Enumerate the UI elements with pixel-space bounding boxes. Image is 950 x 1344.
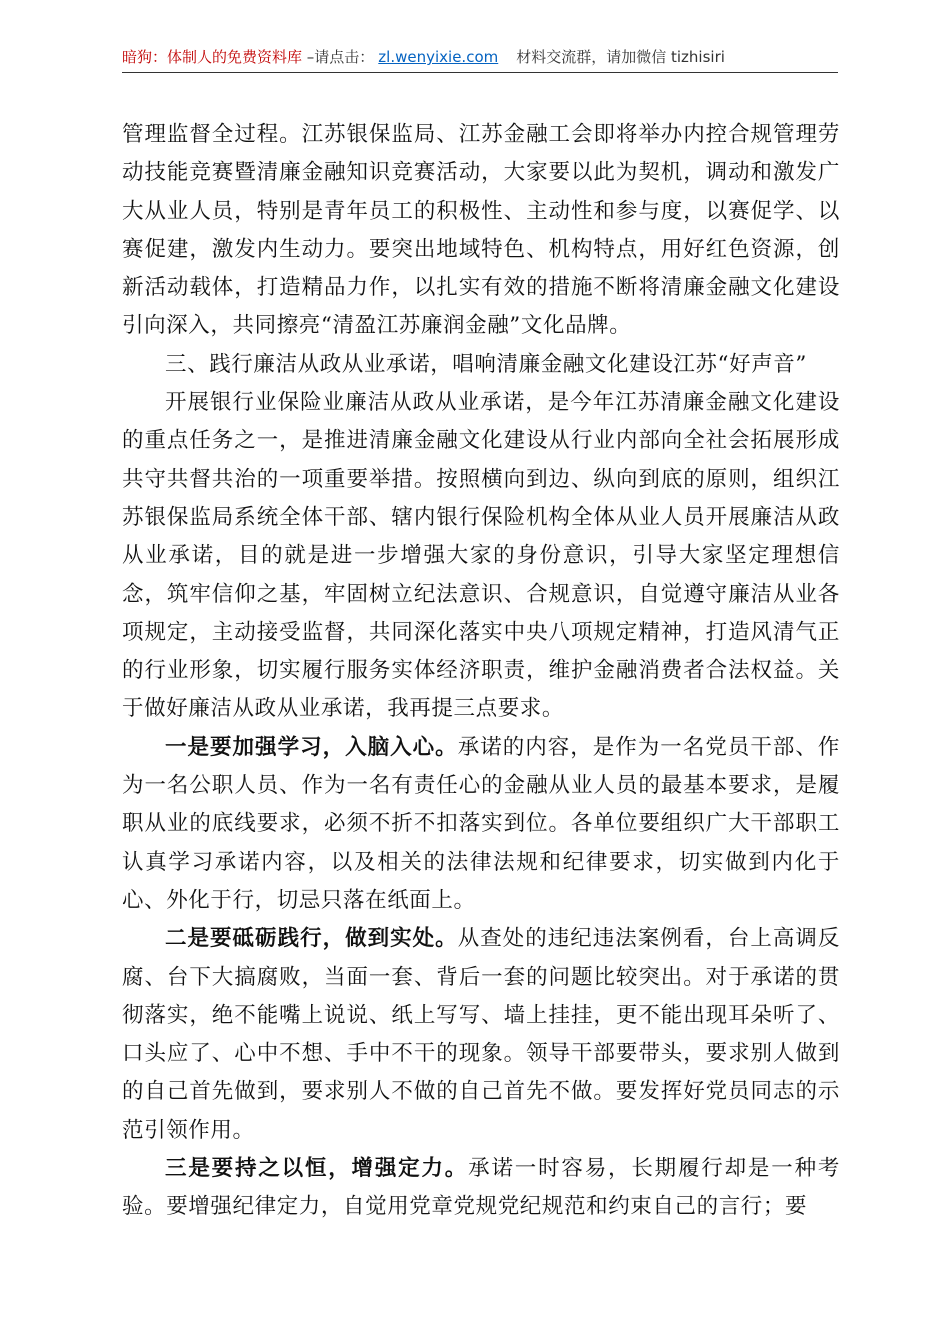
paragraph-1: 管理监督全过程。江苏银保监局、江苏金融工会即将举办内控合规管理劳动技能竞赛暨清廉金融知识竞赛活动，大家要以此为契机，调动和激发广大从业人员，特别是青年员工的积极性、主动性和参与度，以赛促学、以赛促建，激发内生动力。要突出地域特色、机构特点，用好红色资源，创新活动载体，打造精品力作，以扎实有效的措施不断将清廉金融文化建设引向深入，共同擦亮“清盈江苏廉润金融”文化品牌。 <box>122 122 840 339</box>
paragraph-4-text: 从查处的违纪违法案例看，台上高调反腐、台下大搞腐败，当面一套、背后一套的问题比较突出。对于承诺的贯彻落实，绝不能嘴上说说、纸上写写、墙上挂挂，更不能出现耳朵听了、口头应了、心中不想、手中不干的现象。领导干部要带头，要求别人做到的自己首先做到，要求别人不做的自己首先不做。要发挥好党员同志的示范引领作用。 <box>122 926 841 1143</box>
paragraph-3-lead: 一是要加强学习，入脑入心。 <box>165 734 458 760</box>
paragraph-4 <box>122 920 840 1150</box>
paragraph-4-lead: 二是要砥砺践行，做到实处。 <box>165 926 458 952</box>
header-prompt: –请点击： <box>302 48 375 66</box>
paragraph-5-text: 承诺一时容易，长期履行却是一种考验。要增强纪律定力，自觉用党章党规党纪规范和约束自己的言行；要 <box>122 1156 840 1220</box>
paragraph-2: 开展银行业保险业廉洁从政从业承诺，是今年江苏清廉金融文化建设的重点任务之一，是推进清廉金融文化建设从行业内部向全社会拓展形成共守共督共治的一项重要举措。按照横向到边、纵向到底的原则，组织江苏银保监局系统全体干部、辖内银行保险机构全体从业人员开展廉洁从政从业承诺，目的就是进一步增强大家的身份意识，引导大家坚定理想信念，筑牢信仰之基，牢固树立纪法意识、合规意识，自觉遵守廉洁从业各项规定，主动接受监督，共同深化落实中央八项规定精神，打造风清气正的行业形象，切实履行服务实体经济职责，维护金融消费者合法权益。关于做好廉洁从政从业承诺，我再提三点要求。 <box>122 390 840 722</box>
header-link[interactable]: zl.wenyixie.com <box>378 48 499 66</box>
section-heading-3: 三、践行廉洁从政从业承诺，唱响清廉金融文化建设江苏“好声音” <box>165 351 807 377</box>
paragraph-3-text: 承诺的内容，是作为一名党员干部、作为一名公职人员、作为一名有责任心的金融从业人员的最基本要求，是履职从业的底线要求，必须不折不扣落实到位。各单位要组织广大干部职工认真学习承诺内容，以及相关的法律法规和纪律要求，切实做到内化于心、外化于行，切忌只落在纸面上。 <box>122 734 841 913</box>
paragraph-5 <box>122 1150 840 1227</box>
header-contact: 材料交流群，请加微信 tizhisiri <box>516 48 725 66</box>
paragraph-3 <box>122 729 840 920</box>
paragraph-5-lead: 三是要持之以恒，增强定力。 <box>165 1156 469 1182</box>
page-header <box>122 46 838 72</box>
header-brand: 暗狗：体制人的免费资料库 <box>122 48 303 66</box>
header-divider <box>122 72 838 73</box>
document-body <box>122 116 840 1227</box>
